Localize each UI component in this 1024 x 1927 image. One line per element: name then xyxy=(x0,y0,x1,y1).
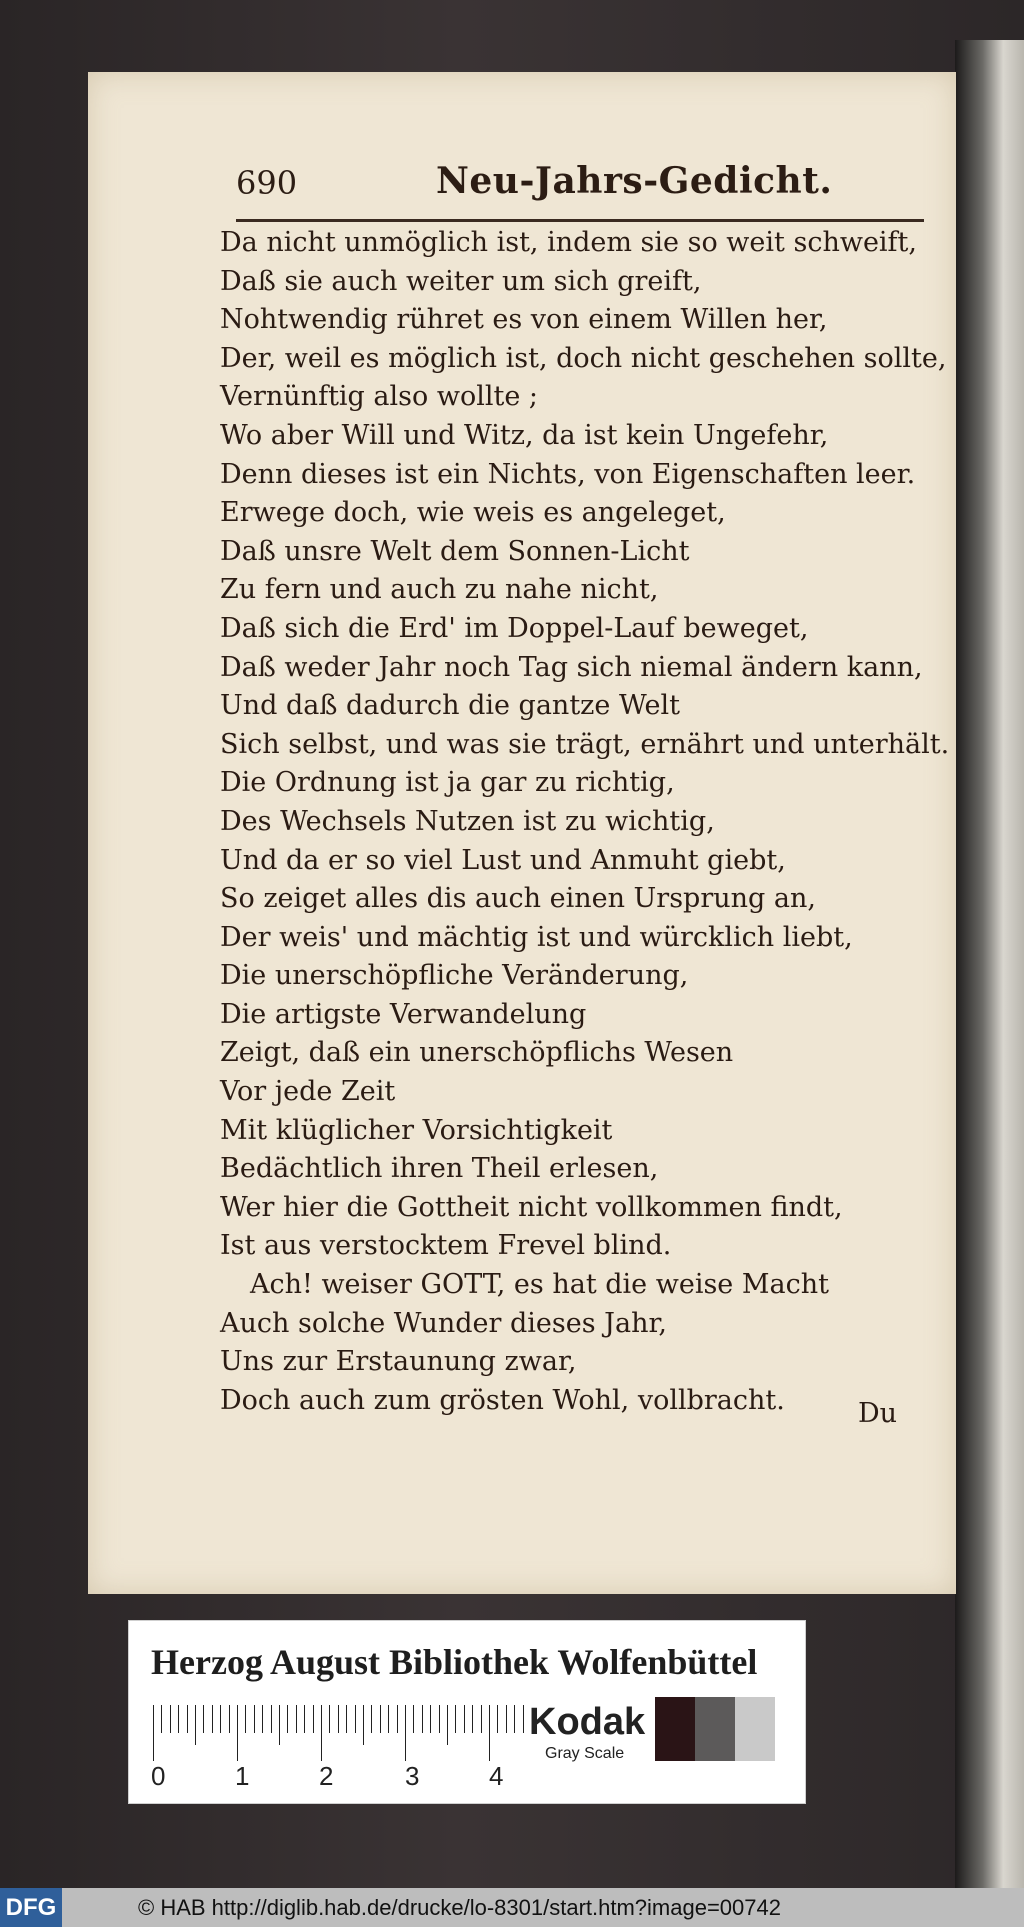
poem-line: Zu fern und auch zu nahe nicht, xyxy=(220,574,659,606)
page-number: 690 xyxy=(236,164,298,202)
poem-text xyxy=(220,224,950,1420)
header-rule xyxy=(236,219,924,222)
poem-line: Und da er so viel Lust und Anmuht giebt, xyxy=(220,844,786,876)
gray-scale-label: Gray Scale xyxy=(545,1745,625,1762)
ruler-tick xyxy=(203,1705,204,1733)
gray-swatch-mid xyxy=(695,1697,735,1761)
footer-source-link[interactable]: © HAB http://diglib.hab.de/drucke/lo-8301/start.htm?image=00742 xyxy=(138,1895,781,1920)
ruler-tick xyxy=(321,1705,322,1761)
ruler-tick xyxy=(413,1705,414,1733)
poem-line: Die artigste Verwandelung xyxy=(220,998,587,1030)
poem-line: Der weis' und mächtig ist und würcklich liebt, xyxy=(220,921,853,953)
ruler-tick xyxy=(245,1705,246,1733)
ruler-tick xyxy=(220,1705,221,1733)
poem-line: Zeigt, daß ein unerschöpflichs Wesen xyxy=(220,1037,734,1069)
ruler-tick xyxy=(153,1705,154,1761)
kodak-logo: Kodak xyxy=(529,1701,646,1743)
ruler-tick xyxy=(447,1705,448,1745)
ruler-tick xyxy=(237,1705,238,1761)
poem-line: Daß weder Jahr noch Tag sich niemal ändern kann, xyxy=(220,651,923,683)
poem-line: Die Ordnung ist ja gar zu richtig, xyxy=(220,767,675,799)
catchword: Du xyxy=(858,1398,898,1429)
ruler-digit: 4 xyxy=(489,1761,504,1791)
ruler-ticks xyxy=(153,1705,533,1761)
ruler-tick xyxy=(254,1705,255,1733)
poem-line: Mit klüglicher Vorsichtigkeit xyxy=(220,1114,613,1146)
poem-line: Des Wechsels Nutzen ist zu wichtig, xyxy=(220,805,715,837)
ruler-tick xyxy=(279,1705,280,1745)
ruler-tick xyxy=(489,1705,490,1761)
poem-line: Da nicht unmöglich ist, indem sie so weit schweift, xyxy=(220,227,917,258)
poem-line: Daß unsre Welt dem Sonnen-Licht xyxy=(220,535,690,567)
poem-line: Daß sich die Erd' im Doppel-Lauf beweget, xyxy=(220,612,809,644)
ruler-tick xyxy=(363,1705,364,1745)
library-name: Herzog August Bibliothek Wolfenbüttel xyxy=(151,1642,758,1682)
poem-line: Denn dieses ist ein Nichts, von Eigenschaften leer. xyxy=(220,458,916,490)
running-title: Neu-Jahrs-Gedicht. xyxy=(436,160,833,202)
ruler-tick xyxy=(212,1705,213,1733)
ruler-digit: 2 xyxy=(319,1761,334,1791)
ruler-tick xyxy=(523,1705,524,1733)
ruler-tick xyxy=(397,1705,398,1733)
ruler-tick xyxy=(346,1705,347,1733)
page-header xyxy=(236,160,926,208)
ruler-tick xyxy=(439,1705,440,1733)
color-scale-card xyxy=(128,1620,806,1804)
ruler-tick xyxy=(405,1705,406,1761)
poem-line: Und daß dadurch die gantze Welt xyxy=(220,690,680,722)
ruler-tick xyxy=(161,1705,162,1733)
ruler-tick xyxy=(380,1705,381,1733)
ruler-tick xyxy=(422,1705,423,1733)
poem-line: Daß sie auch weiter um sich greift, xyxy=(220,265,702,297)
poem-line: Vor jede Zeit xyxy=(220,1076,396,1108)
ruler-digit: 0 xyxy=(151,1761,166,1791)
poem-line: Erwege doch, wie weis es angeleget, xyxy=(220,497,726,529)
ruler-tick xyxy=(271,1705,272,1733)
poem-line: Ist aus verstocktem Frevel blind. xyxy=(220,1230,672,1262)
ruler-tick xyxy=(262,1705,263,1733)
ruler-tick xyxy=(455,1705,456,1733)
ruler-tick xyxy=(388,1705,389,1733)
ruler-tick xyxy=(304,1705,305,1733)
poem-line: Wo aber Will und Witz, da ist kein Ungefehr, xyxy=(220,419,829,451)
ruler-tick xyxy=(514,1705,515,1733)
ruler-tick xyxy=(497,1705,498,1733)
ruler-tick xyxy=(329,1705,330,1733)
gray-swatch-light xyxy=(735,1697,775,1761)
ruler-digit: 1 xyxy=(235,1761,250,1791)
ruler-digit: 3 xyxy=(405,1761,420,1791)
poem-line: Der, weil es möglich ist, doch nicht geschehen sollte, xyxy=(220,342,947,374)
poem-line: Wer hier die Gottheit nicht vollkommen findt, xyxy=(220,1191,843,1223)
poem-line: Uns zur Erstaunung zwar, xyxy=(220,1346,577,1378)
adjacent-page-edge xyxy=(955,40,1024,1890)
poem-line: Nohtwendig rühret es von einem Willen her, xyxy=(220,304,828,336)
poem-line: Doch auch zum grösten Wohl, vollbracht. xyxy=(220,1384,785,1416)
ruler-tick xyxy=(472,1705,473,1733)
ruler-tick xyxy=(170,1705,171,1733)
ruler-tick xyxy=(506,1705,507,1733)
poem-line: So zeiget alles dis auch einen Ursprung an, xyxy=(220,883,816,915)
poem-line: Die unerschöpfliche Veränderung, xyxy=(220,960,689,992)
poem-line: Sich selbst, und was sie trägt, ernährt und unterhält. xyxy=(220,728,950,760)
ruler-tick xyxy=(178,1705,179,1733)
ruler-tick xyxy=(313,1705,314,1733)
poem-line: Auch solche Wunder dieses Jahr, xyxy=(220,1307,667,1339)
gray-swatch-dark xyxy=(655,1697,695,1761)
footer-bar xyxy=(0,1888,1024,1927)
ruler-tick xyxy=(338,1705,339,1733)
ruler-tick xyxy=(195,1705,196,1745)
poem-line: Ach! weiser GOTT, es hat die weise Macht xyxy=(250,1269,829,1301)
ruler-tick xyxy=(355,1705,356,1733)
dfg-logo: DFG xyxy=(0,1888,62,1927)
ruler-tick xyxy=(229,1705,230,1733)
poem-line: Vernünftig also wollte ; xyxy=(220,381,538,413)
ruler-tick xyxy=(371,1705,372,1733)
ruler-tick xyxy=(296,1705,297,1733)
ruler-tick xyxy=(187,1705,188,1733)
ruler-tick xyxy=(481,1705,482,1733)
ruler-tick xyxy=(464,1705,465,1733)
ruler-tick xyxy=(430,1705,431,1733)
poem-line: Bedächtlich ihren Theil erlesen, xyxy=(220,1153,659,1185)
ruler-tick xyxy=(287,1705,288,1733)
